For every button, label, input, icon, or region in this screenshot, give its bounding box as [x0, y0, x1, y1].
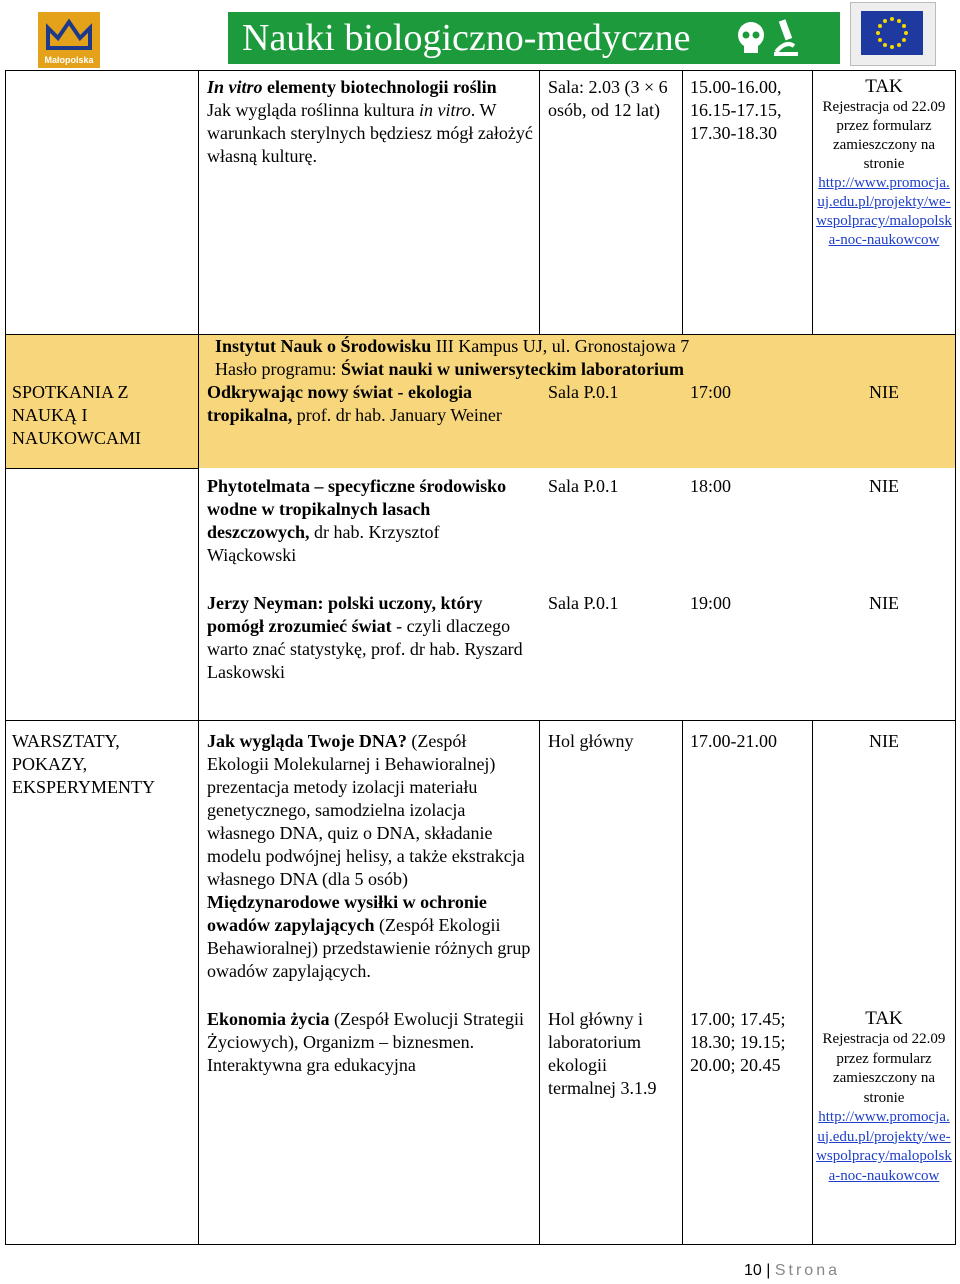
page-number: 10	[744, 1262, 762, 1279]
col-divider	[812, 720, 813, 1245]
event-place: Sala P.0.1	[548, 382, 619, 402]
eu-flag-icon	[861, 11, 923, 55]
event-place: Hol główny i laboratorium ekologii termalnej 3.1.9	[548, 1009, 657, 1098]
page-title: Nauki biologiczno-medyczne	[242, 17, 691, 59]
registration-flag: NIE	[869, 731, 899, 751]
event-time: 19:00	[690, 593, 732, 613]
event-time: 17.00; 17.45; 18.30; 19.15; 20.00; 20.45	[690, 1009, 786, 1075]
event-time: 17:00	[690, 382, 732, 402]
event-place: Hol główny	[548, 731, 634, 751]
col-divider	[812, 70, 813, 334]
event-neyman: Jerzy Neyman: polski uczony, który pomógł zrozumieć świat - czyli dlaczego warto znać statystykę, prof. dr hab. Ryszard Laskowski	[207, 593, 523, 682]
registration-link[interactable]: http://www.promocja.uj.edu.pl/projekty/we-wspolpracy/malopolska-noc-naukowcow	[816, 175, 952, 248]
footer-page-word: Strona	[774, 1262, 840, 1279]
registration-text: Rejestracja od 22.09 przez formularz zamieszczony na stronie	[822, 1031, 946, 1106]
registration-flag: NIE	[869, 476, 899, 496]
row-divider	[5, 468, 198, 469]
col-divider	[539, 720, 540, 1245]
event-place: Sala: 2.03 (3 × 6 osób, od 12 lat)	[548, 77, 668, 120]
registration-flag: NIE	[869, 593, 899, 613]
col-divider	[539, 70, 540, 334]
malopolska-logo	[38, 12, 100, 68]
registration-flag: TAK	[865, 76, 903, 97]
skull-icon	[734, 20, 768, 58]
event-time: 15.00-16.00, 16.15-17.15, 17.30-18.30	[690, 77, 782, 143]
page-footer	[744, 1262, 840, 1280]
footer-separator: |	[766, 1262, 771, 1279]
col-divider	[682, 70, 683, 334]
event-time: 17.00-21.00	[690, 731, 777, 751]
registration-text: Rejestracja od 22.09 przez formularz zamieszczony na stronie	[822, 99, 946, 172]
eu-logo	[850, 2, 936, 66]
registration-cell	[816, 76, 952, 250]
col-divider	[955, 70, 956, 1245]
event-place: Sala P.0.1	[548, 593, 619, 613]
col-divider	[682, 720, 683, 1245]
program-motto: Hasło programu: Świat nauki w uniwersyteckim laboratorium	[215, 359, 684, 379]
event-tropical-ecology: Odkrywając nowy świat - ekologia tropikalna, prof. dr hab. January Weiner	[207, 382, 502, 425]
col-divider	[198, 70, 199, 1245]
microscope-icon	[770, 18, 802, 58]
event-in-vitro: In vitro elementy biotechnologii roślin Jak wygląda roślinna kultura in vitro. W warunkach sterylnych będziesz mógł założyć własną kulturę.	[207, 77, 533, 166]
event-place: Sala P.0.1	[548, 476, 619, 496]
event-time: 18:00	[690, 476, 732, 496]
logo-label: Małopolska	[44, 55, 94, 65]
institute-heading: Instytut Nauk o Środowisku III Kampus UJ, ul. Gronostajowa 7	[215, 336, 690, 356]
event-economy-of-life: Ekonomia życia (Zespół Ewolucji Strategii Życiowych), Organizm – biznesmen. Interaktywna gra edukacyjna	[207, 1009, 524, 1075]
event-phytotelmata: Phytotelmata – specyficzne środowisko wodne w tropikalnych lasach deszczowych, dr hab. Krzysztof Wiąckowski	[207, 476, 507, 565]
category-label: WARSZTATY, POKAZY, EKSPERYMENTY	[12, 731, 156, 797]
registration-flag: TAK	[865, 1008, 903, 1029]
registration-cell	[816, 1008, 952, 1186]
category-label: SPOTKANIA Z NAUKĄ I NAUKOWCAMI	[12, 382, 141, 448]
crown-icon	[38, 16, 100, 56]
registration-link[interactable]: http://www.promocja.uj.edu.pl/projekty/we-wspolpracy/malopolska-noc-naukowcow	[816, 1109, 952, 1184]
registration-flag: NIE	[869, 382, 899, 402]
col-divider	[5, 70, 6, 1245]
event-dna-workshop: Jak wygląda Twoje DNA? (Zespół Ekologii Molekularnej i Behawioralnej) prezentacja metody izolacji materiału genetycznego, samodzielna izolacja własnego DNA, quiz o DNA, składanie modelu podwójnej helisy, a także ekstrakcja własnego DNA (dla 5 osób) Międzynarodowe wysiłki w ochronie owadów zapylających (Zespół Ekologii Behawioralnej) przedstawienie różnych grup owadów zapylających.	[207, 731, 531, 981]
